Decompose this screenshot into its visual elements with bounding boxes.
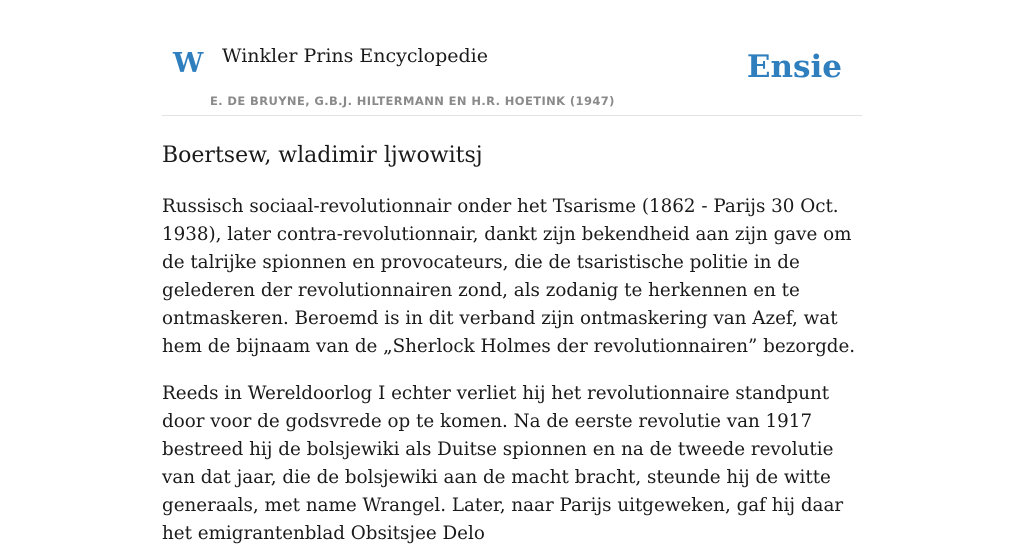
article-container [162,0,862,548]
publication-title[interactable]: Winkler Prins Encyclopedie [222,45,488,67]
source-header [162,0,862,116]
entry-paragraph: Russisch sociaal-revolutionnair onder het Tsarisme (1862 - Parijs 30 Oct. 1938), later contra-revolutionnair, dankt zijn bekendheid aan zijn gave om de talrijke spionnen en provocateurs, die de tsaristische politie in de gelederen der revolutionnairen zond, als zodanig te herkennen en te ontmaskeren. Beroemd is in dit verband zijn ontmaskering van Azef, wat hem de bijnaam van de „Sherlock Holmes der revolutionnairen” bezorgde. [162,195,856,357]
entry-title: Boertsew, wladimir ljwowitsj [162,143,483,168]
winkler-prins-logo[interactable]: W [173,48,204,79]
entry-paragraph: Reeds in Wereldoorlog I echter verliet hij het revolutionnaire standpunt door voor de godsvrede op te komen. Na de eerste revolutie van 1917 bestreed hij de bolsjewiki als Duitse spionnen en na de tweede revolutie van dat jaar, die de bolsjewiki aan de macht bracht, steunde hij de witte generaals, met name Wrangel. Later, naar Parijs uitgeweken, gaf hij daar het emigrantenblad Obsitsjee Delo [162,382,844,544]
ensie-brand-logo[interactable]: Ensie [746,49,842,85]
publication-authors: E. DE BRUYNE, G.B.J. HILTERMANN EN H.R. HOETINK (1947) [210,94,615,108]
